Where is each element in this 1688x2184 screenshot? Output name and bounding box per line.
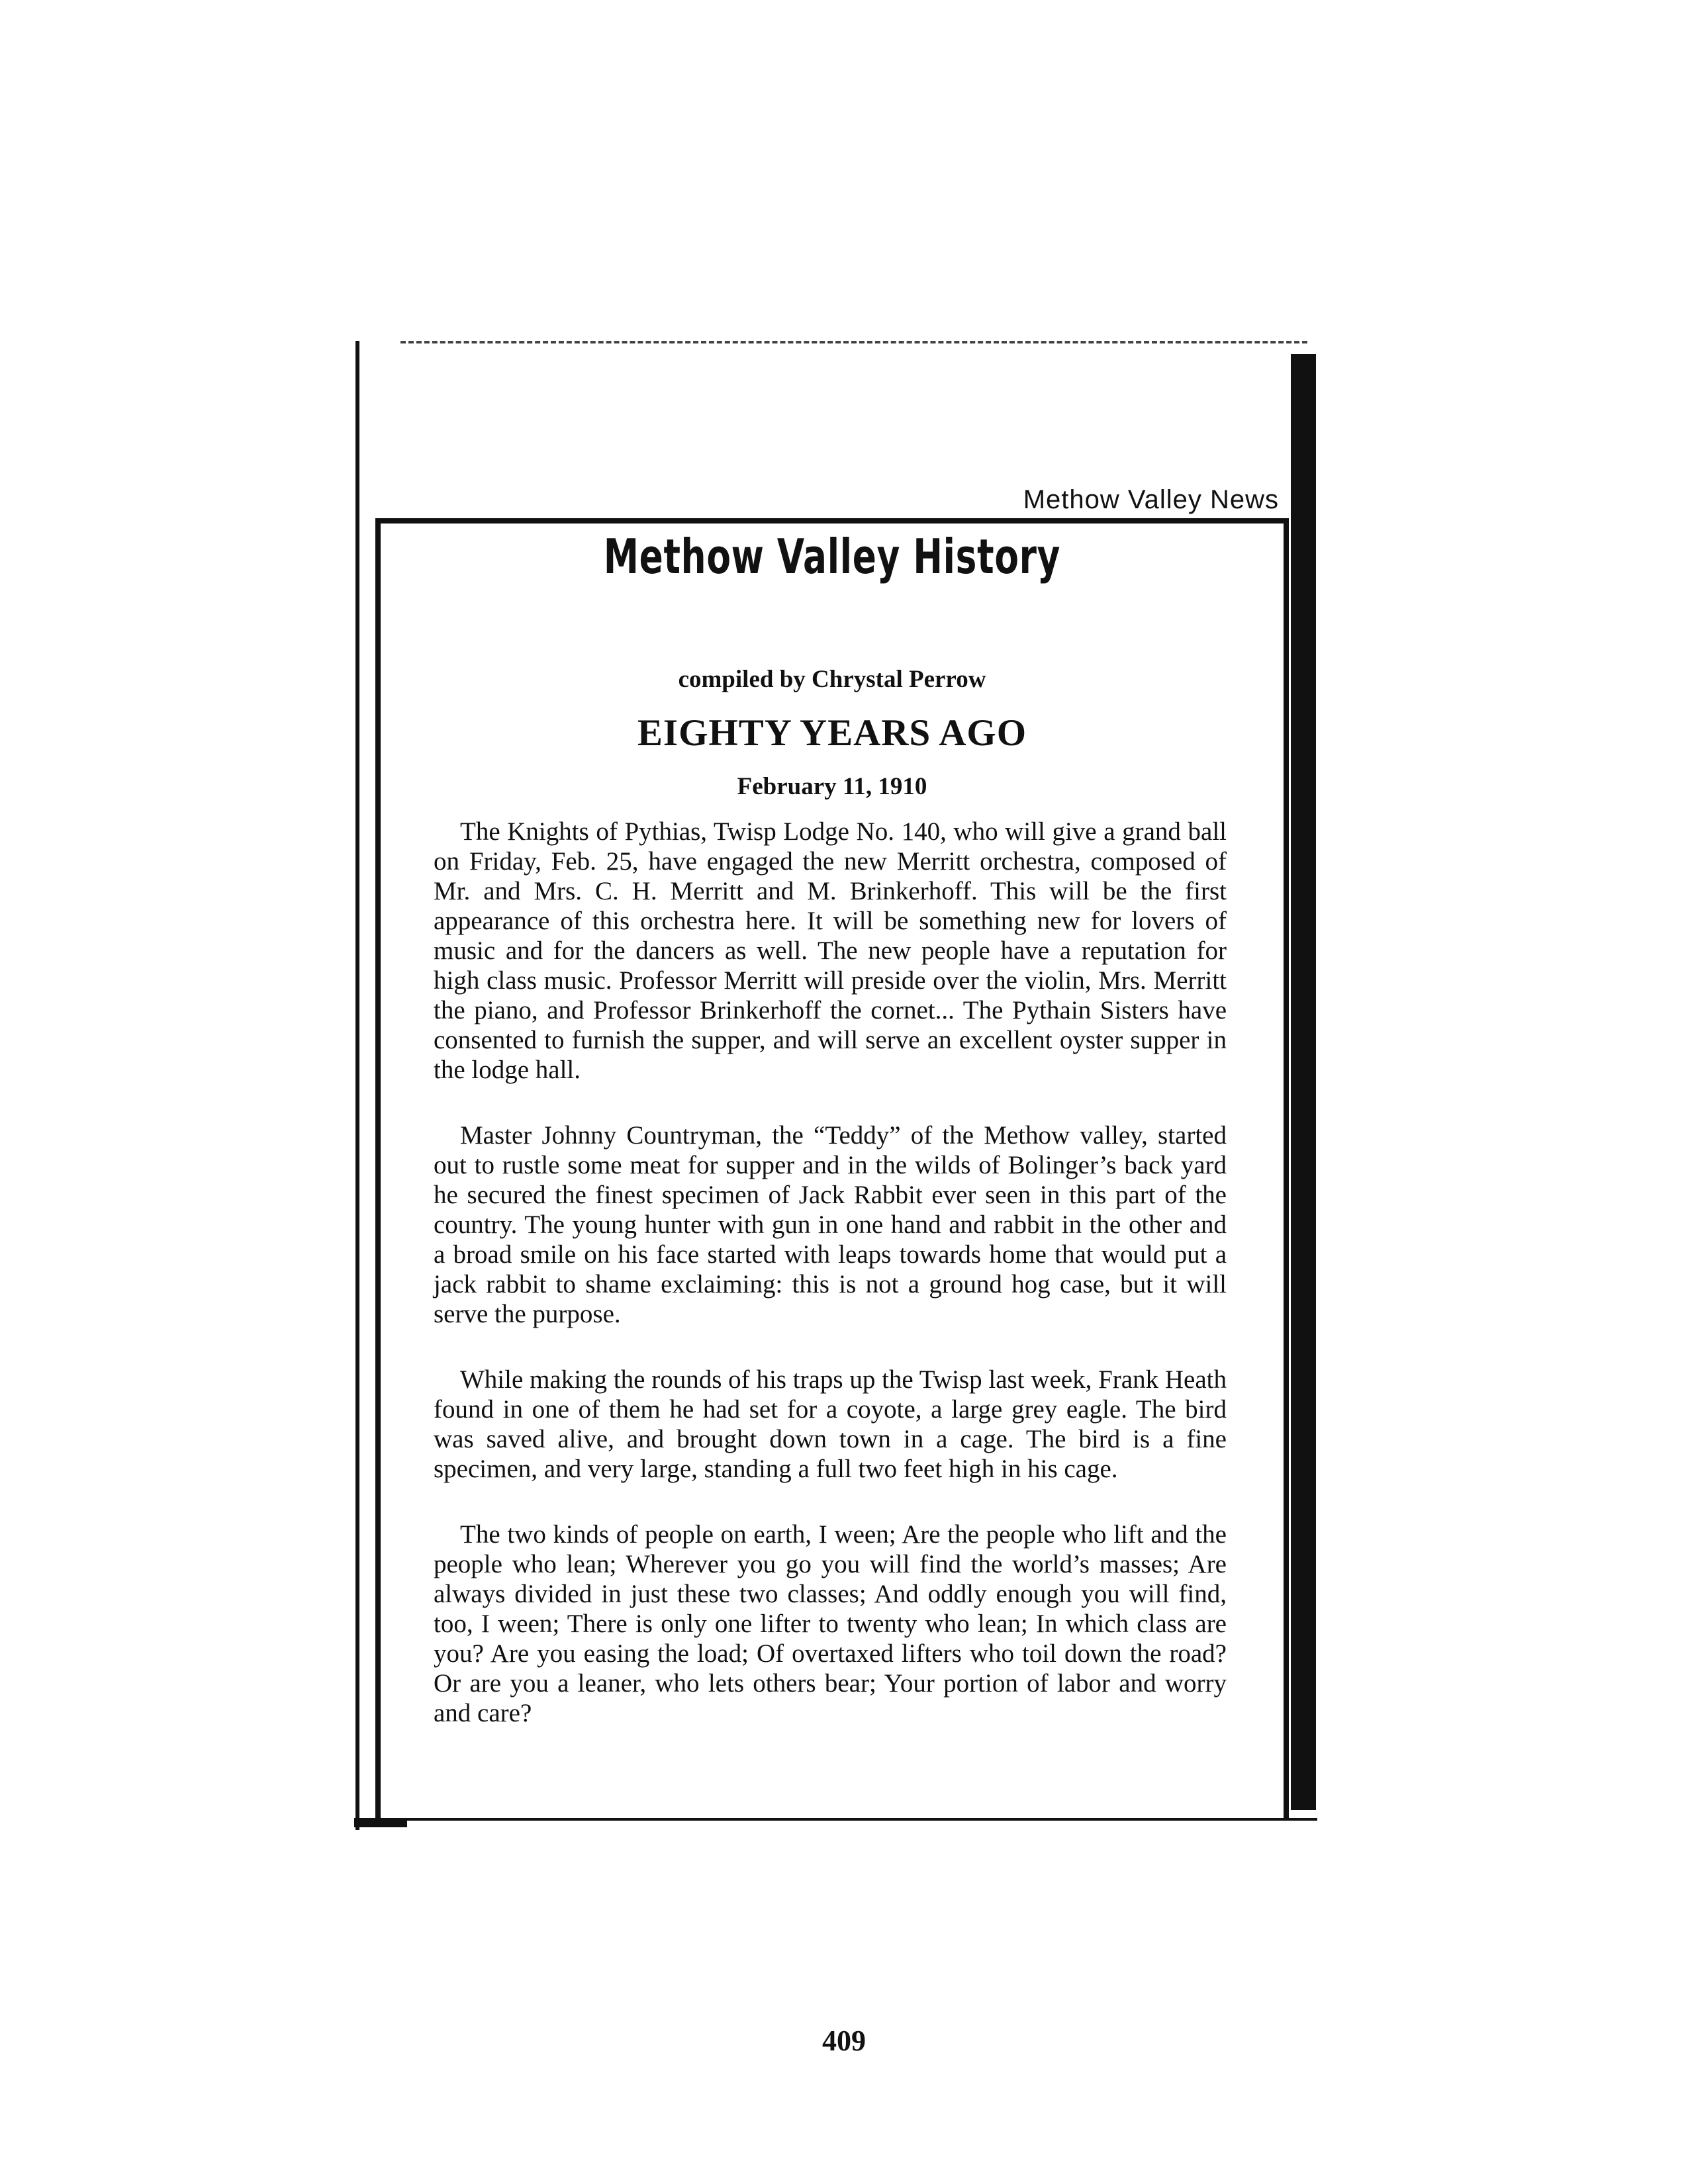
newspaper-clipping xyxy=(354,341,1317,1830)
section-title: EIGHTY YEARS AGO xyxy=(637,712,1027,754)
article-date: February 11, 1910 xyxy=(737,773,927,800)
byline: compiled by Chrystal Perrow xyxy=(678,666,986,693)
clipping-left-edge xyxy=(355,341,359,1830)
article-box xyxy=(375,518,1289,1818)
clipping-top-dashed-edge xyxy=(400,341,1307,343)
paragraph-johnny-countryman: Master Johnny Countryman, the “Teddy” of the Methow valley, started out to rustle some meat for supper and in the wilds of Bolinger’s back yard he secured the finest specimen of Jack Rabbit ever seen in this part of the country. The young hunter with gun in one hand and rabbit in the other and a broad smile on his face started with leaps towards home that would put a jack rabbit to shame exclaiming: this is not a ground hog case, but it will serve the purpose. xyxy=(434,1121,1227,1328)
article-body xyxy=(434,817,1227,1764)
paragraph-knights-of-pythias: The Knights of Pythias, Twisp Lodge No. 140, who will give a grand ball on Friday, Feb. 25, have engaged the new Merritt orchestra, composed of Mr. and Mrs. C. H. Merritt and M. Brinkerhoff. This will be the first appearance of this orchestra here. It will be something new for lovers of music and for the dancers as well. The new people have a reputation for high class music. Professor Merritt will preside over the violin, Mrs. Merritt the piano, and Professor Brinkerhoff the cornet... The Pythain Sisters have consented to furnish the supper, and will serve an excellent oyster supper in the lodge hall. xyxy=(434,817,1227,1084)
clipping-bottom-rule xyxy=(354,1818,1317,1821)
clipping-right-shadow-bar xyxy=(1291,354,1316,1810)
newspaper-name: Methow Valley News xyxy=(1023,485,1279,514)
paragraph-lifters-and-leaners: The two kinds of people on earth, I ween; Are the people who lift and the people who lean; Wherever you go you will find the world’s masses; Are always divided in just these two classes; And oddly enough you will find, too, I ween; There is only one lifter to twenty who lean; In which class are you? Are you easing the load; Of overtaxed lifters who toil down the road? Or are you a leaner, who lets others bear; Your portion of labor and worry and care? xyxy=(434,1520,1227,1727)
paragraph-frank-heath-eagle: While making the rounds of his traps up the Twisp last week, Frank Heath found in one of them he had set for a coyote, a large grey eagle. The bird was saved alive, and brought down town in a cage. The bird is a fine specimen, and very large, standing a full two feet high in his cage. xyxy=(434,1365,1227,1483)
page-number: 409 xyxy=(822,2025,866,2057)
clipping-bottom-corner xyxy=(354,1818,407,1827)
masthead-title: Methow Valley History xyxy=(603,529,1061,584)
